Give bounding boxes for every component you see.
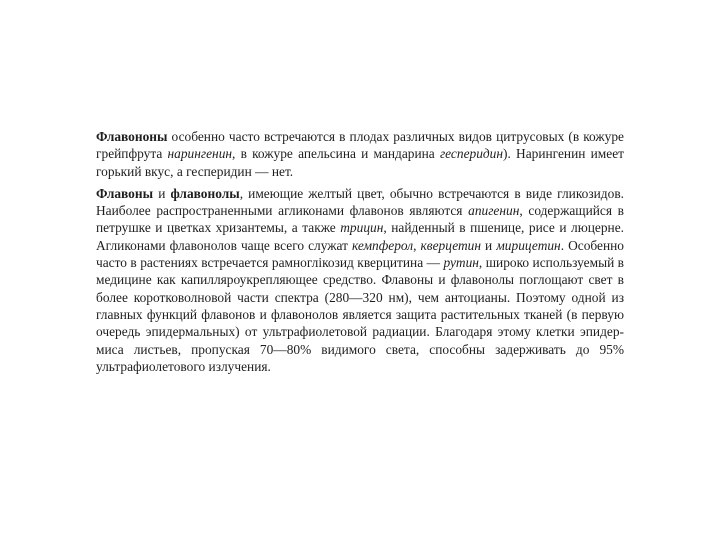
italic-myricetin: мирицетин: [496, 237, 561, 253]
text-segment: и: [481, 237, 497, 253]
text-segment: , в кожуре апельсина и мандарина: [232, 146, 440, 162]
text-segment: . Особенно часто в растениях встречается рамноглікозид кверцитина —: [96, 237, 624, 271]
italic-kaempferol: кемпферол: [351, 237, 414, 253]
text-block: [96, 128, 624, 375]
italic-hesperidin: гесперидин: [439, 146, 504, 162]
italic-naringenin: нарингенин: [167, 146, 233, 162]
text-segment: ,: [413, 237, 421, 253]
text-segment: и: [153, 185, 171, 201]
italic-tricin: трицин: [340, 220, 384, 236]
paragraph-flavanones: [96, 128, 624, 180]
italic-rutin: рутин: [443, 255, 479, 271]
paragraph-flavones-flavonols: [96, 185, 624, 375]
text-segment: , содержащийся в петрушке и цветках хризантемы, а также: [96, 203, 624, 236]
italic-quercetin: кверцетин: [420, 237, 482, 253]
term-flavones: Флавоны: [96, 185, 154, 201]
term-flavanones: Флавононы: [96, 129, 168, 144]
text-segment: , найденный в пшенице, рисе и люцерне. Агликонами флавонолов чаще всего служат: [96, 220, 624, 253]
text-segment: , широко используемый в медицине как капилляроукрепляющее средство. Флавоны и флавонолы поглощают свет в более коротковолновой части спектра (280—320 нм), чем антоцианы. Поэтому одной из главных функций флавонов и флавонолов является защита растительных тканей (в первую очередь эпидермальных) от ультрафиолетовой радиации. Благодаря этому клетки эпидермиса листьев, пропуская 70—80% видимого света, способны задерживать до 95% ультрафиолетового излучения.: [96, 255, 624, 374]
text-segment: особенно часто встречаются в плодах различных видов цитрусовых (в кожуре грейпфрута: [96, 129, 624, 162]
term-flavonols: флавонолы: [170, 185, 240, 201]
italic-apigenin: апигенин: [468, 203, 520, 219]
text-segment: ). Нарингенин имеет горький вкус, а гесперидин — нет.: [96, 146, 624, 179]
text-segment: , имеющие желтый цвет, обычно встречаются в виде гликозидов. Наиболее распространенными агликонами флавонов являются: [96, 185, 624, 219]
